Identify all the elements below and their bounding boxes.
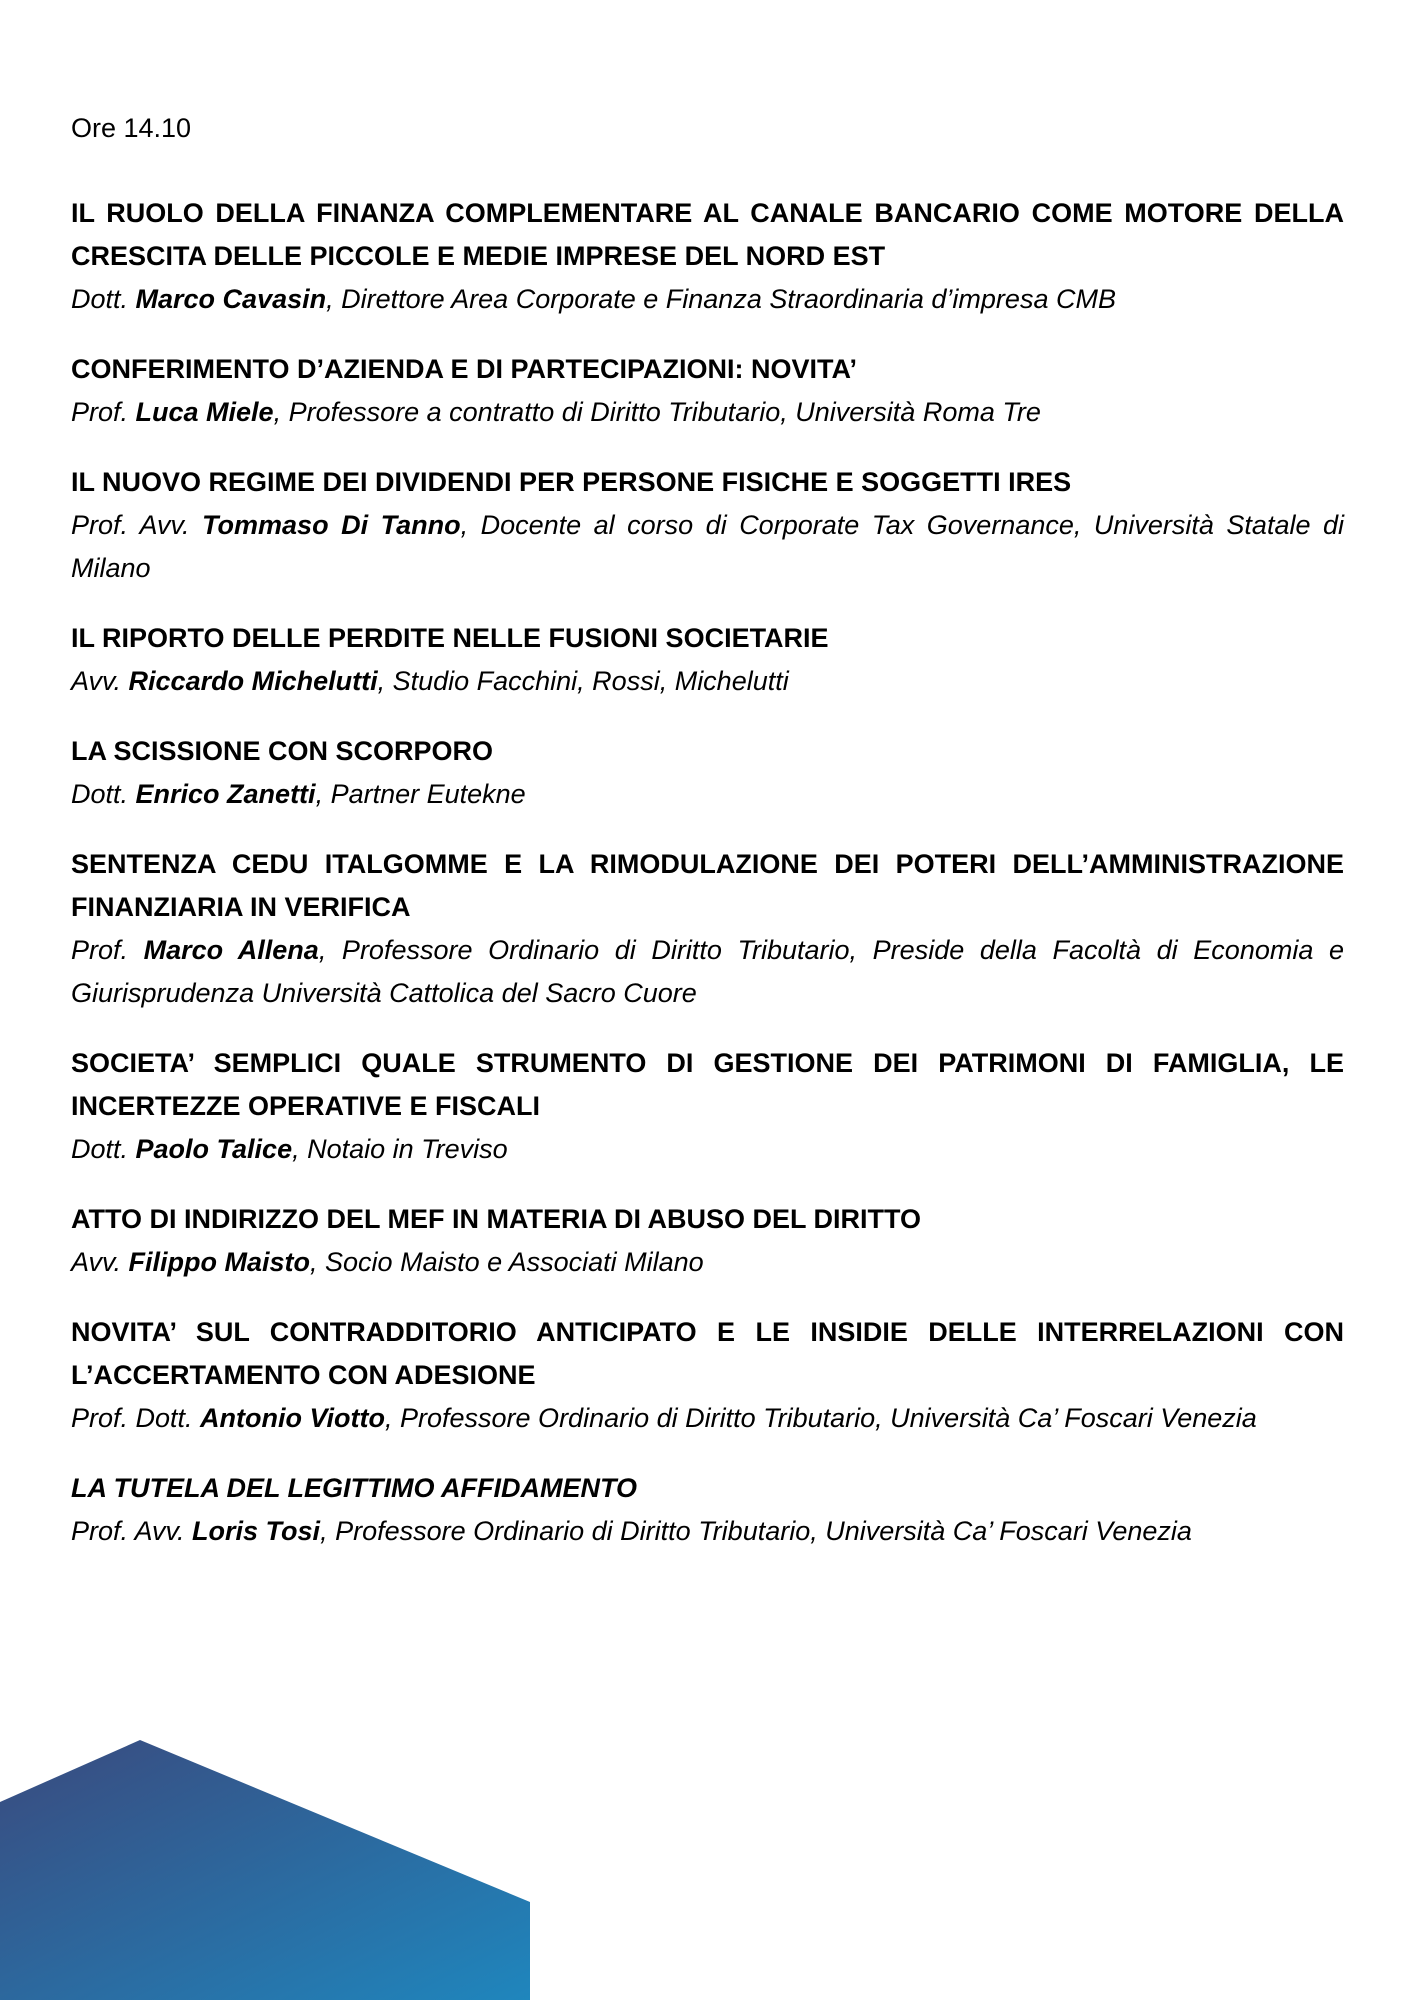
speaker-prefix: Dott. bbox=[71, 1134, 136, 1164]
session-title: IL RIPORTO DELLE PERDITE NELLE FUSIONI SOCIETARIE bbox=[71, 623, 829, 653]
decorative-hexagon-shape bbox=[0, 1740, 530, 2000]
program-list bbox=[71, 192, 1344, 1580]
session-title: SENTENZA CEDU ITALGOMME E LA RIMODULAZIONE DEI POTERI DELL’AMMINISTRAZIONE FINANZIARIA IN VERIFICA bbox=[71, 849, 1344, 922]
speaker-prefix: Prof. bbox=[71, 397, 136, 427]
speaker-line bbox=[71, 504, 1344, 590]
session-item bbox=[71, 461, 1344, 590]
speaker-name: Paolo Talice bbox=[135, 1134, 293, 1164]
speaker-line bbox=[71, 1510, 1344, 1553]
session-item bbox=[71, 1198, 1344, 1284]
speaker-affiliation: , Docente al corso di Corporate Tax Governance, Università Statale di Milano bbox=[71, 510, 1344, 583]
speaker-prefix: Avv. bbox=[71, 666, 129, 696]
speaker-line bbox=[71, 1128, 1344, 1171]
speaker-name: Antonio Viotto bbox=[200, 1403, 385, 1433]
session-item bbox=[71, 617, 1344, 703]
speaker-name: Filippo Maisto bbox=[128, 1247, 311, 1277]
session-title: IL RUOLO DELLA FINANZA COMPLEMENTARE AL CANALE BANCARIO COME MOTORE DELLA CRESCITA DELLE PICCOLE E MEDIE IMPRESE DEL NORD EST bbox=[71, 198, 1344, 271]
speaker-prefix: Prof. Dott. bbox=[71, 1403, 201, 1433]
speaker-line bbox=[71, 278, 1344, 321]
speaker-prefix: Prof. Avv. bbox=[71, 1516, 193, 1546]
speaker-affiliation: , Professore a contratto di Diritto Tributario, Università Roma Tre bbox=[273, 397, 1041, 427]
speaker-affiliation: , Studio Facchini, Rossi, Michelutti bbox=[377, 666, 789, 696]
session-title: ATTO DI INDIRIZZO DEL MEF IN MATERIA DI ABUSO DEL DIRITTO bbox=[71, 1204, 921, 1234]
speaker-affiliation: , Professore Ordinario di Diritto Tributario, Preside della Facoltà di Economia e Giurisprudenza Università Cattolica del Sacro Cuore bbox=[71, 935, 1344, 1008]
speaker-line bbox=[71, 929, 1344, 1015]
session-time-label: Ore 14.10 bbox=[71, 113, 192, 143]
speaker-line bbox=[71, 391, 1344, 434]
speaker-name: Riccardo Michelutti bbox=[128, 666, 378, 696]
session-title: LA SCISSIONE CON SCORPORO bbox=[71, 736, 494, 766]
speaker-affiliation: , Professore Ordinario di Diritto Tributario, Università Ca’ Foscari Venezia bbox=[320, 1516, 1192, 1546]
speaker-line bbox=[71, 660, 1344, 703]
session-item bbox=[71, 192, 1344, 321]
speaker-affiliation: , Partner Eutekne bbox=[315, 779, 526, 809]
speaker-prefix: Dott. bbox=[71, 284, 136, 314]
session-item bbox=[71, 348, 1344, 434]
speaker-prefix: Avv. bbox=[71, 1247, 129, 1277]
speaker-affiliation: , Direttore Area Corporate e Finanza Straordinaria d’impresa CMB bbox=[326, 284, 1116, 314]
speaker-affiliation: , Notaio in Treviso bbox=[292, 1134, 508, 1164]
speaker-line bbox=[71, 1397, 1344, 1440]
session-title: SOCIETA’ SEMPLICI QUALE STRUMENTO DI GESTIONE DEI PATRIMONI DI FAMIGLIA, LE INCERTEZZE OPERATIVE E FISCALI bbox=[71, 1048, 1344, 1121]
speaker-name: Luca Miele bbox=[135, 397, 274, 427]
speaker-name: Loris Tosi bbox=[192, 1516, 321, 1546]
session-item bbox=[71, 1311, 1344, 1440]
session-item bbox=[71, 1467, 1344, 1553]
speaker-line bbox=[71, 1241, 1344, 1284]
speaker-name: Marco Allena bbox=[143, 935, 319, 965]
session-item bbox=[71, 843, 1344, 1015]
speaker-name: Enrico Zanetti bbox=[135, 779, 316, 809]
speaker-prefix: Dott. bbox=[71, 779, 136, 809]
speaker-name: Tommaso Di Tanno bbox=[202, 510, 461, 540]
speaker-affiliation: , Professore Ordinario di Diritto Tributario, Università Ca’ Foscari Venezia bbox=[385, 1403, 1257, 1433]
session-item bbox=[71, 1042, 1344, 1171]
speaker-prefix: Prof. Avv. bbox=[71, 510, 203, 540]
session-item bbox=[71, 730, 1344, 816]
speaker-affiliation: , Socio Maisto e Associati Milano bbox=[310, 1247, 704, 1277]
speaker-name: Marco Cavasin bbox=[135, 284, 327, 314]
session-title: CONFERIMENTO D’AZIENDA E DI PARTECIPAZIONI: NOVITA’ bbox=[71, 354, 858, 384]
session-title: NOVITA’ SUL CONTRADDITORIO ANTICIPATO E LE INSIDIE DELLE INTERRELAZIONI CON L’ACCERTAMENTO CON ADESIONE bbox=[71, 1317, 1344, 1390]
speaker-prefix: Prof. bbox=[71, 935, 144, 965]
speaker-line bbox=[71, 773, 1344, 816]
session-title: LA TUTELA DEL LEGITTIMO AFFIDAMENTO bbox=[71, 1473, 637, 1503]
session-title: IL NUOVO REGIME DEI DIVIDENDI PER PERSONE FISICHE E SOGGETTI IRES bbox=[71, 467, 1072, 497]
